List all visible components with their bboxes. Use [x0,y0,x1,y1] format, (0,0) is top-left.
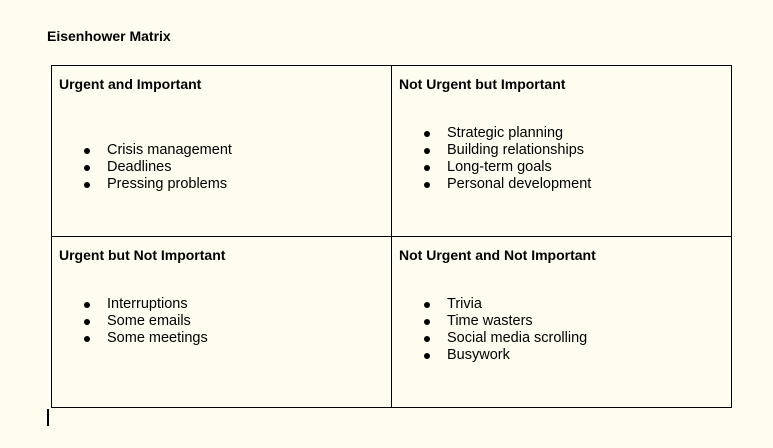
bullet-icon [424,319,430,325]
bullet-icon [84,302,90,308]
quadrant-heading: Urgent but Not Important [59,247,226,263]
list-item: Pressing problems [84,176,232,193]
quadrant-heading: Not Urgent but Important [399,76,566,92]
list-item: Trivia [424,296,587,313]
quadrant-list [424,125,591,193]
matrix-row-not-urgent [52,237,732,408]
list-item: Some emails [84,313,208,330]
quadrant-urgent-not-important[interactable] [52,237,392,408]
list-item: Busywork [424,347,587,364]
bullet-icon [424,182,430,188]
list-item: Building relationships [424,142,591,159]
document-title: Eisenhower Matrix [47,28,171,44]
quadrant-list [424,296,587,364]
quadrant-not-urgent-not-important[interactable] [392,237,732,408]
list-item: Crisis management [84,142,232,159]
bullet-icon [424,302,430,308]
matrix-row-urgent [52,66,732,237]
list-item: Strategic planning [424,125,591,142]
quadrant-not-urgent-important[interactable] [392,66,732,237]
bullet-icon [424,336,430,342]
bullet-icon [424,353,430,359]
bullet-icon [84,319,90,325]
bullet-icon [84,165,90,171]
quadrant-list [84,142,232,193]
list-item: Deadlines [84,159,232,176]
eisenhower-matrix-table [51,65,732,408]
bullet-icon [424,131,430,137]
bullet-icon [424,148,430,154]
list-item: Social media scrolling [424,330,587,347]
list-item: Some meetings [84,330,208,347]
quadrant-heading: Not Urgent and Not Important [399,247,596,263]
bullet-icon [424,165,430,171]
list-item: Long-term goals [424,159,591,176]
list-item: Personal development [424,176,591,193]
bullet-icon [84,148,90,154]
quadrant-urgent-important[interactable] [52,66,392,237]
bullet-icon [84,336,90,342]
quadrant-heading: Urgent and Important [59,76,202,92]
list-item: Time wasters [424,313,587,330]
quadrant-list [84,296,208,347]
text-cursor [47,409,49,426]
bullet-icon [84,182,90,188]
list-item: Interruptions [84,296,208,313]
